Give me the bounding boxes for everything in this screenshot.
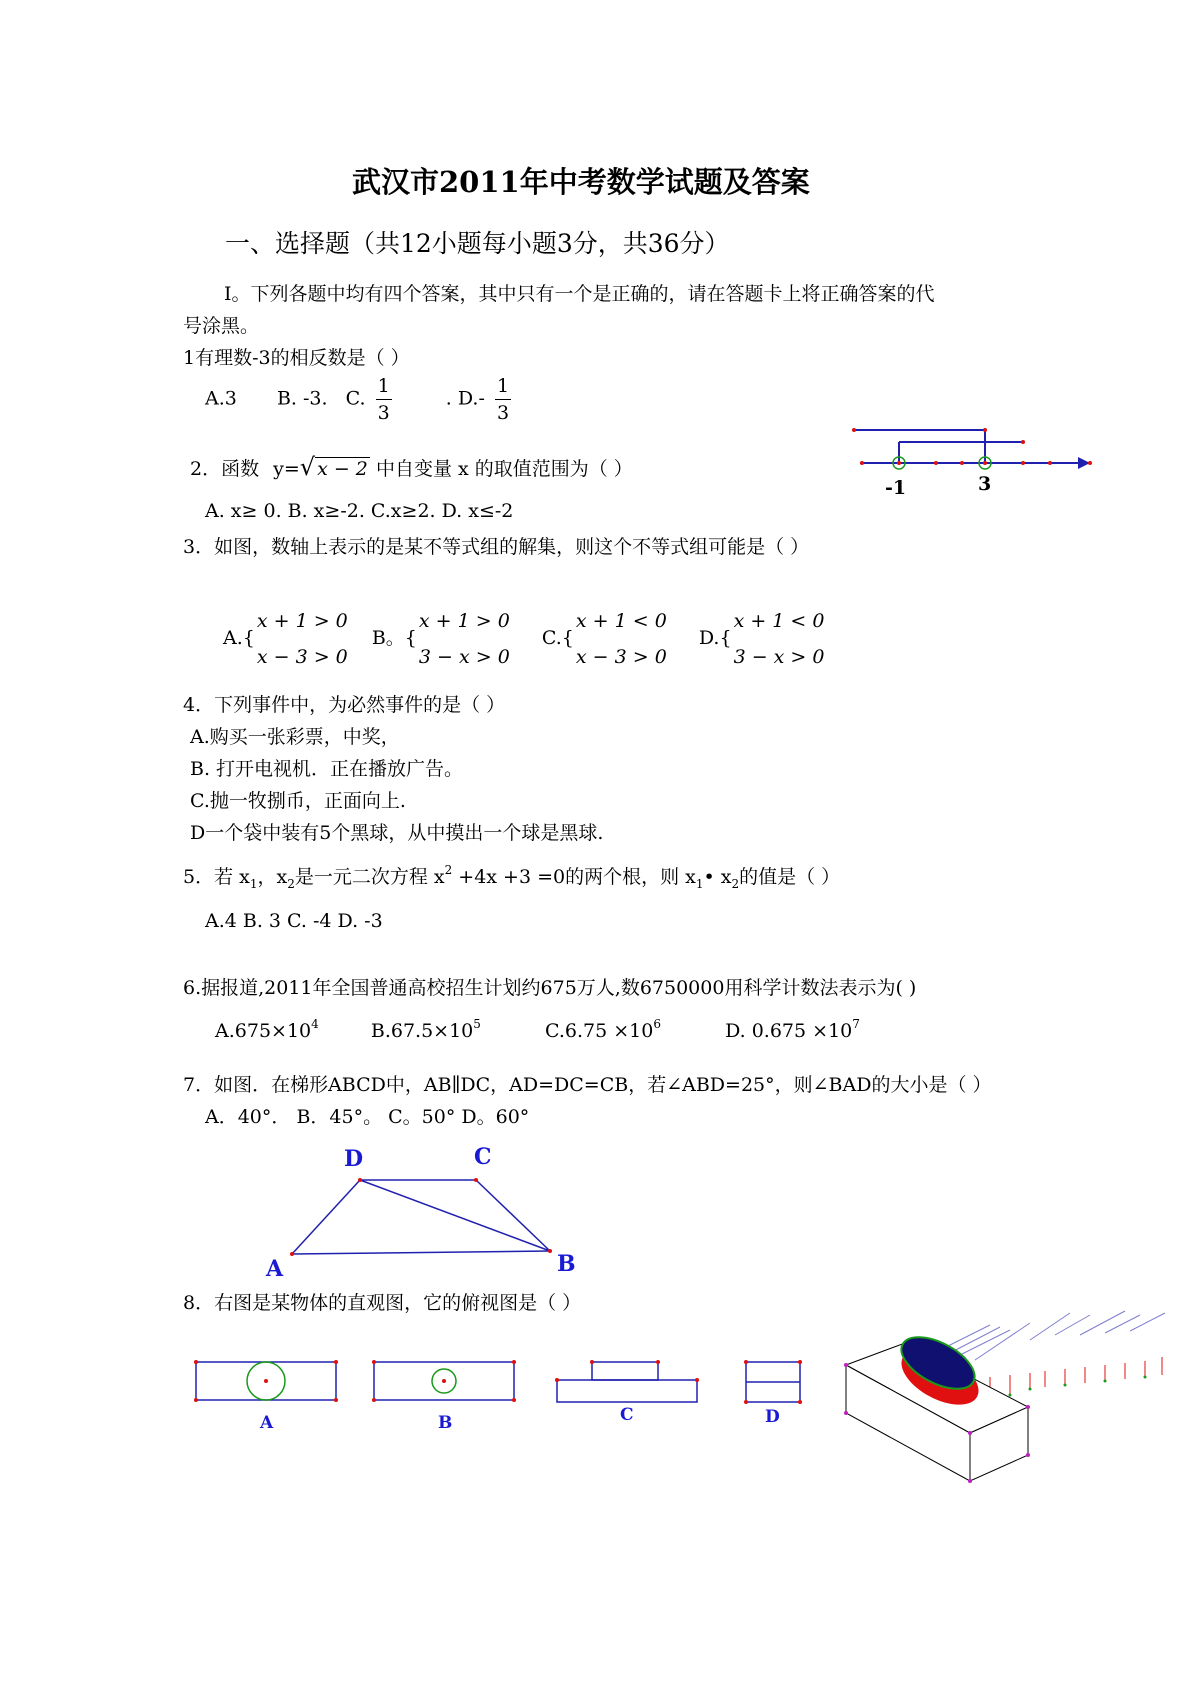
q5-options: A.4 B. 3 C. -4 D. -3 [205,910,383,932]
q3-options [223,603,824,675]
q6-options [215,1017,860,1042]
q1-options [205,373,515,426]
q2-stem [190,453,633,481]
top-view-label-c: C [620,1405,634,1425]
q7-stem: 7．如图．在梯形ABCD中，AB∥DC，AD=DC=CB，若∠ABD=25°，则∠BAD的大小是（ ） [183,1074,992,1096]
page-title: 武汉市2011年中考数学试题及答案 [352,165,810,199]
section-heading: 一、选择题（共12小题每小题3分，共36分） [225,229,730,258]
trapezoid-label-c: C [474,1144,492,1170]
q2-sqrt-sign: √ [299,453,316,481]
q7-options: A．40°． B．45°。 C。50° D。60° [205,1106,530,1128]
instruction-line-2: 号涂黑。 [183,315,260,337]
trapezoid-label-a: A [266,1256,284,1282]
q2-y-eq: y= [273,458,300,480]
number-line-label-right: 3 [978,473,992,495]
top-view-options-figure [190,1350,820,1450]
top-view-label-b: B [438,1413,453,1433]
top-view-label-a: A [260,1413,274,1433]
q3-option-b-system: x + 1 > 0 3 − x > 0 [418,610,510,668]
q6-option-d: D. $0.675 \times 10^7$ [725,1017,860,1042]
q4-option-d: D一个袋中装有5个黑球，从中摸出一个球是黑球. [190,822,604,844]
q4-option-b: B. 打开电视机．正在播放广告。 [190,758,464,780]
q1-stem: 1有理数-3的相反数是（ ） [183,347,410,369]
q8-stem: 8．右图是某物体的直观图，它的俯视图是（ ） [183,1292,582,1314]
q3-option-a-label: A.{ [223,627,255,649]
q6-option-b: $B.67.5\times 10^5$ [370,1017,481,1042]
instruction-line-1: I。下列各题中均有四个答案，其中只有一个是正确的，请在答题卡上将正确答案的代 [224,283,935,305]
q3-option-d-system: x + 1 < 0 3 − x > 0 [733,610,825,668]
q1-option-d: . D.- [445,387,485,410]
q6-option-c: $C.6.75 \times 10^6$ [545,1017,661,1042]
q1-fraction-c: $\frac{1}{3}$ [377,375,390,424]
number-line-label-left: -1 [885,477,907,499]
q2-radicand: x − 2 [317,458,368,480]
q4-option-a: A.购买一张彩票，中奖， [190,726,400,748]
q5-stem: 5．若 $x_1$，$x_2$是一元二次方程 $x^2 +4x +3 =0$的两个根，则 $x_1•$ $x_2$的值是（ ） [183,863,841,891]
q1-option-c: C. [345,387,366,410]
q1-option-a: A.3 [205,387,237,410]
q3-option-c-system: x + 1 < 0 x − 3 > 0 [575,610,667,668]
q3-option-c-label: C.{ [541,627,574,649]
q3-option-d-label: D.{ [698,627,732,649]
q4-stem: 4．下列事件中，为必然事件的是（ ） [183,694,506,716]
top-view-label-d: D [765,1407,780,1427]
number-line-figure [850,420,1090,500]
q3-option-a-system: x + 1 > 0 x − 3 > 0 [256,610,348,668]
trapezoid-label-b: B [557,1251,576,1277]
solid-perspective-figure [840,1305,1180,1475]
q2-stem-suffix: 中自变量 x 的取值范围为（ ） [375,458,633,480]
q4-option-c: C.抛一牧捌币，正面向上. [190,790,406,812]
q1-option-b: B. -3. [276,387,328,410]
q6-stem: 6.据报道,2011年全国普通高校招生计划约675万人,数6750000用科学计数法表示为( ) [183,977,917,999]
q1-fraction-d: $\frac{1}{3}$ [496,375,510,424]
q2-stem-prefix: 2．函数 [190,458,260,480]
q2-options: A. x≥ 0. B. x≥-2. C.x≥2. D. x≤-2 [205,500,514,522]
trapezoid-label-d: D [344,1146,364,1172]
trapezoid-figure [260,1135,580,1280]
q6-option-a: $A.675\times 10^4$ [215,1017,319,1042]
q3-stem: 3．如图，数轴上表示的是某不等式组的解集，则这个不等式组可能是（ ） [183,536,810,558]
q3-option-b-label: B。{ [371,627,417,649]
